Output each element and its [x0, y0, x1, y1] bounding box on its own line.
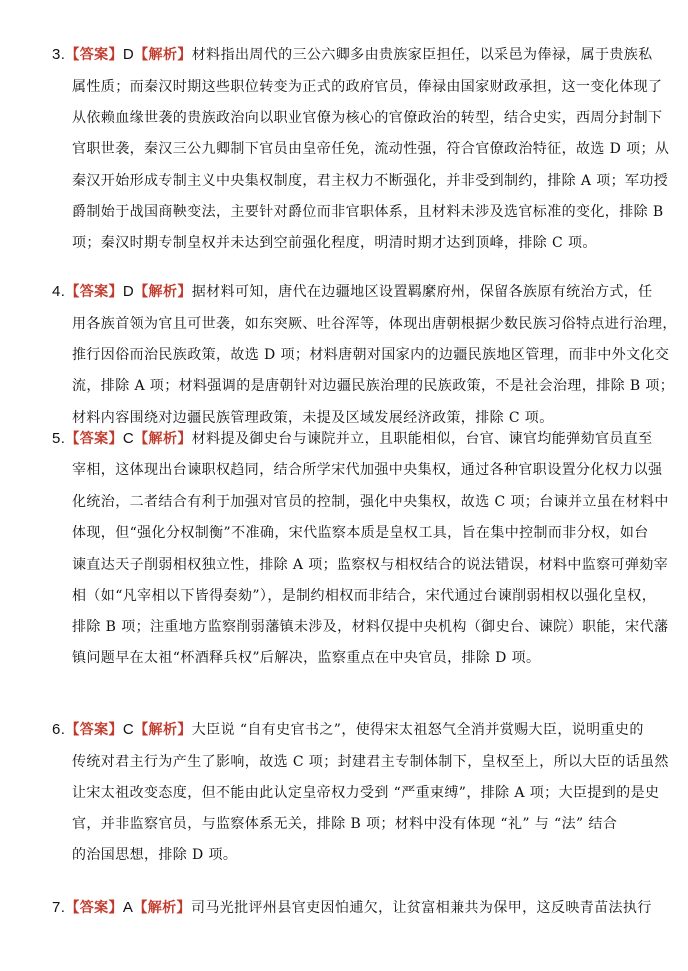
text-line: 大臣说 “自有史官书之”，使得宋太祖怒气全消并赏赐大臣，说明重史的: [191, 722, 644, 738]
text-line: 爵制始于战国商鞅变法，主要针对爵位而非官职体系，且材料未涉及选官标准的变化，排除 B: [72, 204, 664, 220]
text-line: 官，并非监察官员，与监察体系无关，排除 B 项；材料中没有体现 “礼” 与 “法” 结合: [72, 816, 618, 832]
item-number: 3.: [52, 46, 66, 63]
answer-label: 【答案】: [65, 47, 123, 63]
text-line: 传统对君主行为产生了影响，故选 C 项；封建君主专制体制下，皇权至上，所以大臣的话虽然: [72, 754, 669, 770]
text-line: 用各族首领为官且可世袭，如东突厥、吐谷浑等，体现出唐朝根据少数民族习俗特点进行治理，: [72, 316, 677, 332]
text-line: 化统治，二者结合有利于加强对官员的控制，强化中央集权，故选 C 项；台谏并立虽在材料中: [72, 494, 669, 510]
text-line: 体现，但“强化分权制衡”不准确，宋代监察本质是皇权工具，旨在集中控制而非分权，如台: [72, 525, 649, 541]
text-line: 材料内容围绕对边疆民族管理政策，未提及区域发展经济政策，排除 C 项。: [72, 410, 554, 426]
item-first-line: [52, 430, 653, 448]
text-line: 据材料可知，唐代在边疆地区设置羁縻府州，保留各族原有统治方式，任: [191, 284, 653, 300]
analysis-label: 【解析】: [134, 284, 192, 300]
text-line: 项；秦汉时期专制皇权并未达到空前强化程度，明清时期才达到顶峰，排除 C 项。: [72, 235, 597, 251]
item-number: 7.: [52, 899, 66, 916]
analysis-label: 【解析】: [134, 431, 192, 447]
text-line: 秦汉开始形成专制主义中央集权制度，君主权力不断强化，并非受到制约，排除 A 项；军功授: [72, 173, 669, 189]
item-number: 5.: [52, 430, 66, 447]
text-line: 宰相，这体现出台谏职权趋同，结合所学宋代加强中央集权，通过各种官职设置分化权力以强: [72, 462, 663, 478]
item-first-line: [52, 46, 653, 64]
text-line: 排除 B 项；注重地方监察削弱藩镇未涉及，材料仅提中央机构（御史台、谏院）职能，宋代藩: [72, 619, 669, 635]
text-line: 流，排除 A 项；材料强调的是唐朝针对边疆民族治理的民族政策，不是社会治理，排除 B 项；: [72, 378, 675, 394]
text-line: 材料提及御史台与谏院并立，且职能相似，台官、谏官均能弹劾官员直至: [191, 431, 653, 447]
text-line: 让宋太祖改变态度，但不能由此认定皇帝权力受到 “严重束缚”，排除 A 项；大臣提到的是史: [72, 785, 660, 801]
text-line: 谏直达天子削弱相权独立性，排除 A 项；监察权与相权结合的说法错误，材料中监察可弹劾宰: [72, 557, 669, 573]
analysis-label: 【解析】: [134, 47, 192, 63]
text-line: 从依赖血缘世袭的贵族政治向以职业官僚为核心的官僚政治的转型，结合史实，西周分封制下: [72, 110, 663, 126]
answer-label: 【答案】: [65, 284, 123, 300]
answer-label: 【答案】: [65, 722, 123, 738]
answer-letter: C: [122, 721, 135, 738]
text-line: 司马光批评州县官吏因怕逋欠，让贫富相兼共为保甲，这反映青苗法执行: [190, 900, 652, 916]
answer-letter: D: [122, 46, 135, 63]
answer-letter: D: [122, 283, 135, 300]
item-first-line: [52, 283, 653, 301]
answer-letter: A: [122, 899, 134, 916]
analysis-label: 【解析】: [134, 722, 192, 738]
text-line: 相（如“凡宰相以下皆得奏劾”），是制约相权而非结合，宋代通过台谏削弱相权以强化皇权，: [72, 588, 657, 604]
answer-letter: C: [122, 430, 135, 447]
item-number: 6.: [52, 721, 66, 738]
item-first-line: [52, 899, 652, 917]
text-line: 的治国思想，排除 D 项。: [72, 847, 238, 863]
answer-label: 【答案】: [65, 900, 123, 916]
text-line: 镇问题早在太祖“杯酒释兵权”后解决，监察重点在中央官员，排除 D 项。: [72, 650, 541, 666]
text-line: 官职世袭，秦汉三公九卿制下官员由皇帝任免，流动性强，符合官僚政治特征，故选 D 项；从: [72, 141, 670, 157]
text-line: 属性质；而秦汉时期这些职位转变为正式的政府官员，俸禄由国家财政承担，这一变化体现了: [72, 79, 663, 95]
item-number: 4.: [52, 283, 66, 300]
text-line: 推行因俗而治民族政策，故选 D 项；材料唐朝对国家内的边疆民族地区管理，而非中外文化交: [72, 347, 670, 363]
analysis-label: 【解析】: [133, 900, 191, 916]
item-first-line: [52, 721, 644, 739]
answer-label: 【答案】: [65, 431, 123, 447]
text-line: 材料指出周代的三公六卿多由贵族家臣担任，以采邑为俸禄，属于贵族私: [191, 47, 653, 63]
